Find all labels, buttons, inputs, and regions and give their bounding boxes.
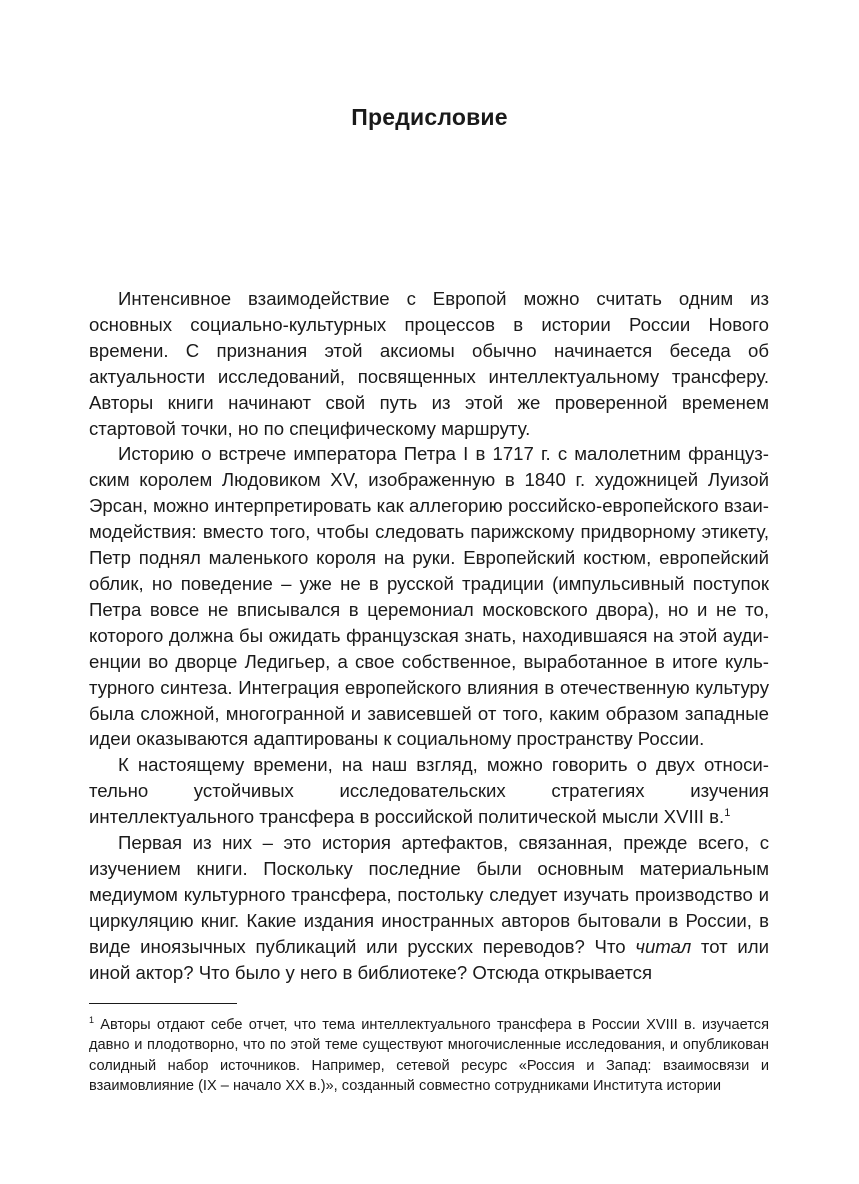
main-text [89, 286, 769, 985]
paragraph-1 [89, 286, 769, 441]
italic-word: читал [635, 935, 692, 957]
footnote [89, 1015, 769, 1096]
paragraph-4 [89, 830, 769, 985]
paragraph-2 [89, 441, 769, 752]
footnote-number: 1 [89, 1015, 95, 1026]
paragraph-2-text: Историю о встрече императора Петра I в 1717 г. с малолетним французским королем Людовиком XV, изображенную в 1840 г. художницей Луизой Эрсан, можно интерпретировать как аллегорию российско-европейского взаимодействия: вместо того, чтобы следовать парижскому придворному этикету, Петр поднял маленького короля на руки. Европейский костюм, европейский облик, но поведение – уже не в русской традиции (импульсивный поступок Петра вовсе не вписывался в церемониал московского двора), но и не то, которого должна бы ожидать французская знать, находившаяся на этой аудиенции во дворце Ледигьер, а свое собственное, выработанное в итоге культурного синтеза. Интеграция европейского влияния в отечественную культуру была сложной, многогранной и зависевшей от того, каким образом западные идеи оказываются адаптированы к социальному пространству России. [89, 443, 769, 750]
paragraph-3-text: К настоящему времени, на наш взгляд, можно говорить о двух относительно устойчивых исследовательских стратегиях изучения интеллектуального трансфера в российской политической мысли XVIII в. [89, 754, 769, 828]
footnote-divider [89, 1003, 237, 1004]
footnote-text: Авторы отдают себе отчет, что тема интеллектуального трансфера в России XVIII в. изучается давно и плодотворно, что по этой теме существуют многочисленные исследования, и опубликован солидный набор источников. Например, сетевой ресурс «Россия и Запад: взаимосвязи и взаимовлияние (IX – начало XX в.)», созданный совместно сотрудниками Института истории [89, 1017, 770, 1094]
page-title: Предисловие [351, 104, 508, 130]
paragraph-3 [89, 752, 769, 830]
paragraph-4-text-end: тот или иной актор? Что было у него в библиотеке? Отсюда открывается [89, 935, 770, 983]
paragraph-4-text: Первая из них – это история артефактов, связанная, прежде всего, с изучением книги. Поскольку последние были основным материальным медиумом культурного трансфера, постольку следует изучать производство и циркуляцию книг. Какие издания иностранных авторов бытовали в России, в виде иноязычных публикаций или русских переводов? Что [89, 832, 769, 957]
paragraph-1-text: Интенсивное взаимодействие с Европой можно считать одним из основных социально-культурных процессов в истории России Нового времени. С признания этой аксиомы обычно начинается беседа об актуальности исследований, посвященных интеллектуальному трансферу. Авторы книги начинают свой путь из этой же проверенной временем стартовой точки, но по специфическому маршруту. [89, 288, 769, 439]
footnote-reference[interactable]: 1 [724, 806, 731, 819]
